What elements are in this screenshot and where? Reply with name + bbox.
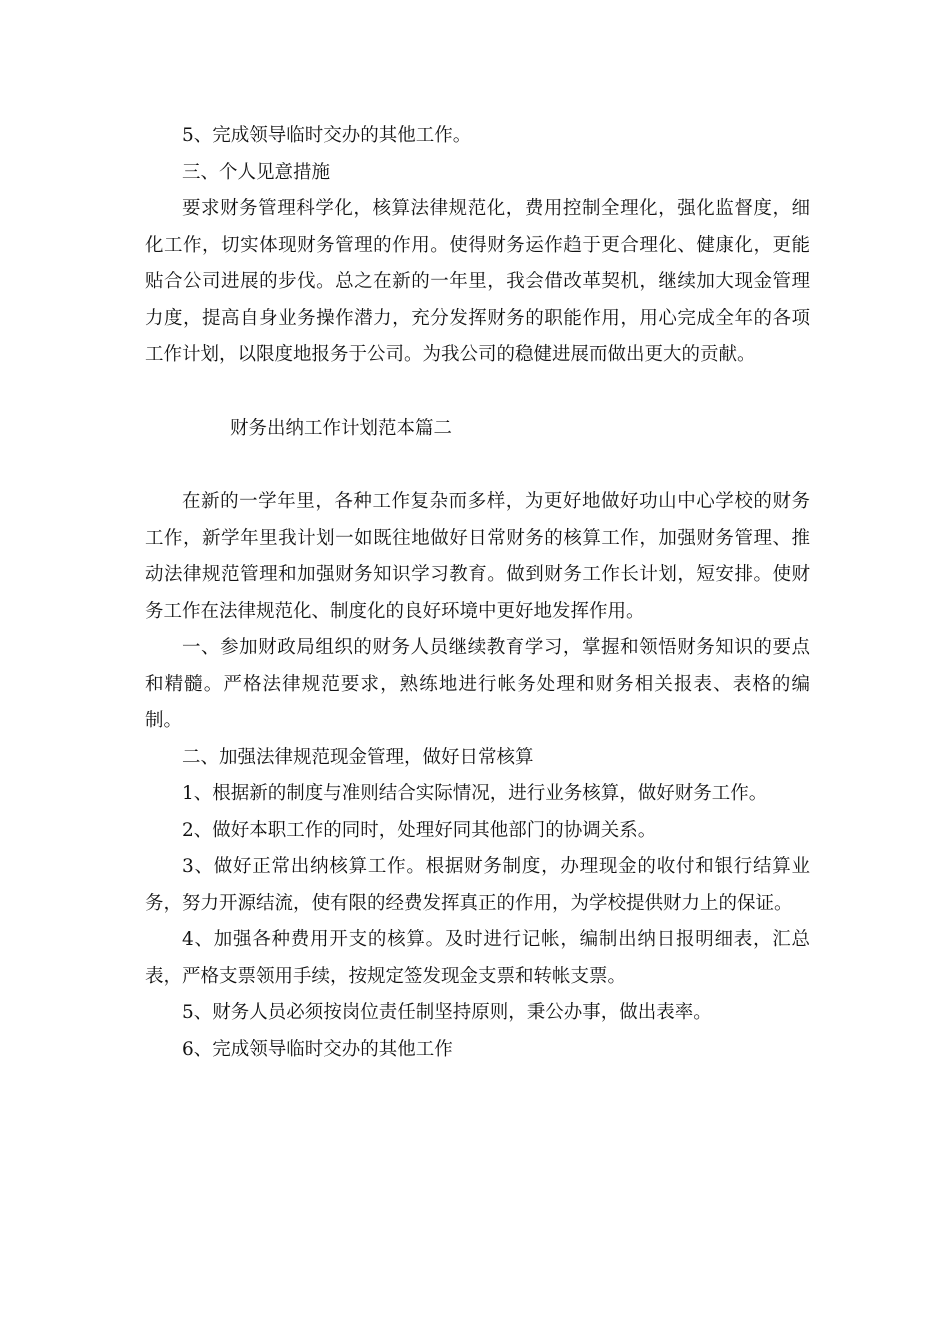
section-one-heading-3: 三、个人见意措施 xyxy=(182,161,331,183)
section-two-intro: 在新的一学年里，各种工作复杂而多样，为更好地做好功山中心学校的财务工作，新学年里我计划一如既往地做好日常财务的核算工作，加强财务管理、推动法律规范管理和加强财务知识学习教育。做到财务工作长计划，短安排。使财务工作在法律规范化、制度化的良好环境中更好地发挥作用。 xyxy=(145,491,810,622)
list-item: 4、加强各种费用开支的核算。及时进行记帐，编制出纳日报明细表，汇总表，严格支票领用手续，按规定签发现金支票和转帐支票。 xyxy=(145,929,810,987)
section-two-title: 财务出纳工作计划范本篇二 xyxy=(230,417,453,439)
section-one-paragraph: 要求财务管理科学化，核算法律规范化，费用控制全理化，强化监督度，细化工作，切实体现财务管理的作用。使得财务运作趋于更合理化、健康化，更能贴合公司进展的步伐。总之在新的一年里，我会借改革契机，继续加大现金管理力度，提高自身业务操作潜力，充分发挥财务的职能作用，用心完成全年的各项工作计划，以限度地报务于公司。为我公司的稳健进展而做出更大的贡献。 xyxy=(145,198,810,365)
spacer xyxy=(145,374,810,411)
list-item: 5、财务人员必须按岗位责任制坚持原则，秉公办事，做出表率。 xyxy=(182,1002,712,1023)
list-item: 6、完成领导临时交办的其他工作 xyxy=(182,1038,453,1060)
section-two-point-2: 二、加强法律规范现金管理，做好日常核算 xyxy=(182,746,534,768)
document-page xyxy=(145,118,810,1068)
list-item: 2、做好本职工作的同时，处理好同其他部门的协调关系。 xyxy=(182,819,657,841)
section-two-point-1: 一、参加财政局组织的财务人员继续教育学习，掌握和领悟财务知识的要点和精髓。严格法律规范要求，熟练地进行帐务处理和财务相关报表、表格的编制。 xyxy=(145,637,810,731)
section-one-item-5: 5、完成领导临时交办的其他工作。 xyxy=(182,125,472,146)
list-item: 3、做好正常出纳核算工作。根据财务制度，办理现金的收付和银行结算业务，努力开源结流，使有限的经费发挥真正的作用，为学校提供财力上的保证。 xyxy=(145,856,810,914)
spacer xyxy=(145,447,810,484)
list-item: 1、根据新的制度与准则结合实际情况，进行业务核算，做好财务工作。 xyxy=(182,783,768,804)
